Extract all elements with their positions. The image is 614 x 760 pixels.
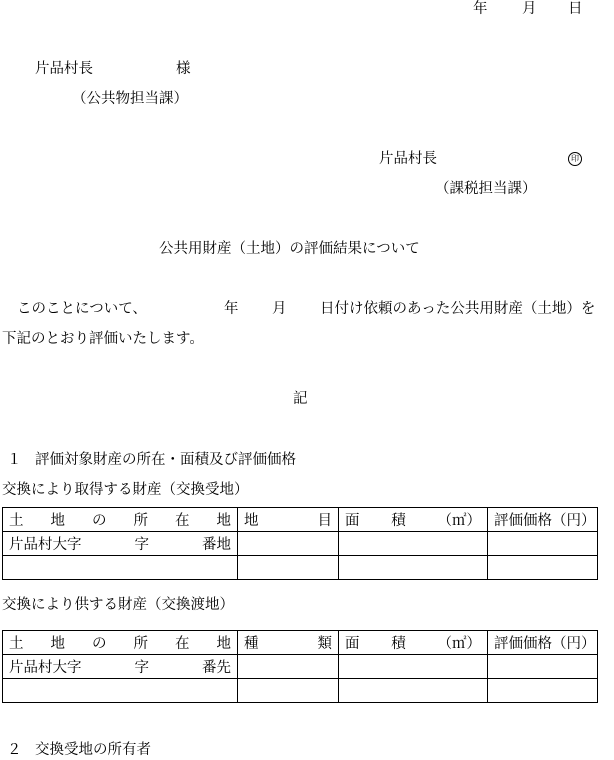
acquire-table <box>2 507 598 580</box>
header-char: 類 <box>317 636 332 652</box>
header-char: 面 <box>345 636 360 652</box>
header-char: 在 <box>175 636 190 652</box>
give-table <box>2 630 598 703</box>
header-char: の <box>92 636 107 652</box>
table-header-row <box>3 508 598 532</box>
type-cell <box>238 679 339 703</box>
seal-icon: 印 <box>568 152 582 166</box>
header-char: 地 <box>244 513 259 529</box>
body-year: 年 <box>224 301 239 317</box>
date-day-label: 日 <box>568 1 583 17</box>
table-row <box>3 679 598 703</box>
village-label: 片品村大字 <box>9 537 82 553</box>
aza-label: 字 <box>134 537 149 553</box>
header-char: 所 <box>133 513 148 529</box>
price-cell <box>488 655 598 679</box>
location-cell <box>3 532 238 556</box>
document-title: 公共用財産（土地）の評価結果について <box>159 241 420 257</box>
header-char: 地 <box>216 636 231 652</box>
body-intro: このことについて、 <box>17 301 147 317</box>
location-cell <box>3 556 238 580</box>
area-cell <box>339 556 488 580</box>
village-label: 片品村大字 <box>9 660 82 676</box>
header-type <box>238 508 339 532</box>
header-location <box>3 508 238 532</box>
header-char: 土 <box>9 513 24 529</box>
section1-number: １ <box>7 452 22 468</box>
area-cell <box>339 532 488 556</box>
date-month-label: 月 <box>522 1 537 17</box>
header-char: 地 <box>50 636 65 652</box>
table-row <box>3 556 598 580</box>
table-acquire-caption: 交換により取得する財産（交換受地） <box>2 482 249 498</box>
header-char: 所 <box>133 636 148 652</box>
area-cell <box>339 679 488 703</box>
type-cell <box>238 556 339 580</box>
table-give-caption: 交換により供する財産（交換渡地） <box>2 597 234 613</box>
addressee-honorific: 様 <box>176 61 191 77</box>
table-row <box>3 655 598 679</box>
header-char: 在 <box>175 513 190 529</box>
location-cell <box>3 655 238 679</box>
type-cell <box>238 532 339 556</box>
banchi-label: 番地 <box>202 537 231 553</box>
sender-name: 片品村長 <box>379 151 437 167</box>
header-unit: （㎡） <box>437 636 481 652</box>
header-char: 積 <box>391 636 406 652</box>
addressee-name: 片品村長 <box>35 61 93 77</box>
ki-mark: 記 <box>293 391 308 407</box>
header-location <box>3 631 238 655</box>
section2-number: ２ <box>7 742 22 758</box>
addressee-department: （公共物担当課） <box>72 91 188 107</box>
header-char: 積 <box>391 513 406 529</box>
header-area <box>339 508 488 532</box>
body-line2: 下記のとおり評価いたします。 <box>2 331 204 347</box>
header-type <box>238 631 339 655</box>
seal-mark <box>568 150 582 168</box>
table-row <box>3 532 598 556</box>
header-area <box>339 631 488 655</box>
header-char: 面 <box>345 513 360 529</box>
location-cell <box>3 679 238 703</box>
body-rest: 日付け依頼のあった公共用財産（土地）を <box>320 301 596 317</box>
price-cell <box>488 556 598 580</box>
banchi-label: 番先 <box>202 660 231 676</box>
section2-heading: 交換受地の所有者 <box>35 742 151 758</box>
header-char: 地 <box>216 513 231 529</box>
section1-heading: 評価対象財産の所在・面積及び評価価格 <box>35 452 296 468</box>
aza-label: 字 <box>134 660 149 676</box>
type-cell <box>238 655 339 679</box>
price-cell <box>488 679 598 703</box>
header-char: 目 <box>317 513 332 529</box>
header-price: 評価価格（円） <box>488 508 598 532</box>
price-cell <box>488 532 598 556</box>
header-char: 種 <box>244 636 259 652</box>
header-char: の <box>92 513 107 529</box>
sender-department: （課税担当課） <box>435 181 537 197</box>
header-char: 土 <box>9 636 24 652</box>
header-price: 評価価格（円） <box>488 631 598 655</box>
body-month: 月 <box>272 301 287 317</box>
table-header-row <box>3 631 598 655</box>
header-char: 地 <box>50 513 65 529</box>
date-year-label: 年 <box>473 1 488 17</box>
area-cell <box>339 655 488 679</box>
header-unit: （㎡） <box>437 513 481 529</box>
